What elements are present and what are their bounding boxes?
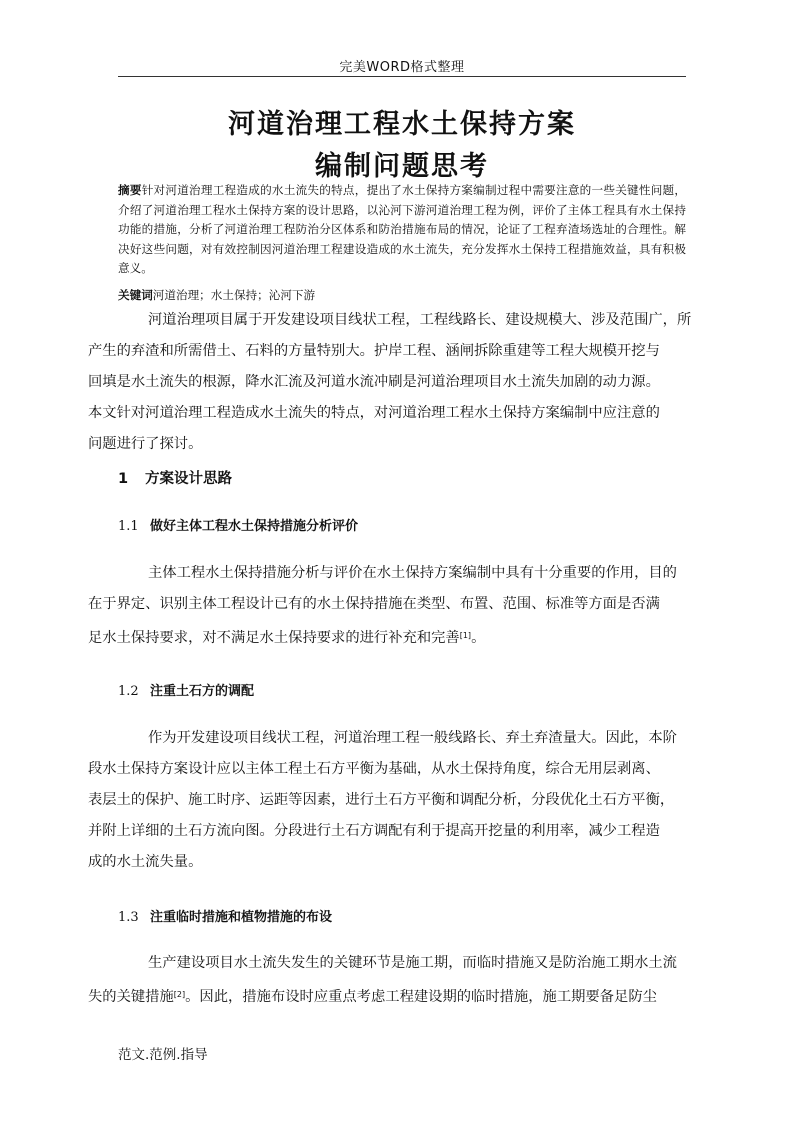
page-footer: 范文.范例.指导 <box>118 1047 208 1063</box>
keywords <box>118 287 686 303</box>
header-divider <box>118 76 686 77</box>
paragraph-1-3 <box>88 948 686 1013</box>
section-title: 方案设计思路 <box>145 471 232 487</box>
abstract-label: 摘要 <box>118 183 142 197</box>
subsection-title: 注重土石方的调配 <box>150 684 255 699</box>
subsection-number: 1.3 <box>118 910 139 925</box>
paragraph-line: 表层土的保护、施工时序、运距等因素，进行土石方平衡和调配分析，分段优化土石方平衡， <box>88 792 675 808</box>
paragraph-line <box>88 979 686 1013</box>
paragraph-line: 作为开发建设项目线状工程，河道治理工程一般线路长、弃土弃渣量大。因此，本阶 <box>148 730 677 746</box>
subsection-title: 注重临时措施和植物措施的布设 <box>150 910 333 925</box>
intro-paragraph <box>88 305 692 460</box>
paragraph-line: 在于界定、识别主体工程设计已有的水土保持措施在类型、布置、范围、标准等方面是否满 <box>88 596 660 612</box>
subsection-number: 1.2 <box>118 684 139 699</box>
citation-ref: [1] <box>459 631 472 640</box>
paragraph-line: 问题进行了探讨。 <box>88 436 203 452</box>
paragraph-text: 失的关键措施 <box>88 989 174 1005</box>
paragraph-1-2 <box>88 723 686 878</box>
abstract <box>118 181 686 279</box>
paragraph-line: 并附上详细的土石方流向图。分段进行土石方调配有利于提高开挖量的利用率，减少工程造 <box>88 823 660 839</box>
section-number: 1 <box>118 471 129 487</box>
abstract-text: 针对河道治理工程造成的水土流失的特点，提出了水土保持方案编制过程中需要注意的一些关键性问题，介绍了河道治理工程水土保持方案的设计思路，以沁河下游河道治理工程为例，评价了主体工程具有水土保持功能的措施，分析了河道治理工程防治分区体系和防治措施布局的情况，论证了工程弃渣场选址的合理性。解决好这些问题，对有效控制因河道治理工程建设造成的水土流失，充分发挥水土保持工程措施效益，具有积极意义。 <box>118 183 686 276</box>
subsection-heading-1-2 <box>118 680 254 699</box>
paragraph-text: 足水土保持要求，对不满足水土保持要求的进行补充和完善 <box>88 630 460 646</box>
paragraph-line: 产生的弃渣和所需借土、石料的方量特别大。护岸工程、涵闸拆除重建等工程大规模开挖与 <box>88 343 660 359</box>
document-title-line-2: 编制问题思考 <box>315 151 489 182</box>
paragraph-line: 段水土保持方案设计应以主体工程土石方平衡为基础，从水土保持角度，综合无用层剥离、 <box>88 761 660 777</box>
paragraph-line: 主体工程水土保持措施分析与评价在水土保持方案编制中具有十分重要的作用，目的 <box>148 565 677 581</box>
keywords-label: 关键词 <box>118 288 153 302</box>
paragraph-text: 。因此，措施布设时应重点考虑工程建设期的临时措施，施工期要备足防尘 <box>185 989 657 1005</box>
paragraph-line: 生产建设项目水土流失发生的关键环节是施工期，而临时措施又是防治施工期水土流 <box>148 955 677 971</box>
paragraph-line: 成的水土流失量。 <box>88 854 203 870</box>
subsection-heading-1-1 <box>118 515 358 534</box>
subsection-heading-1-3 <box>118 906 332 925</box>
paragraph-line: 回填是水土流失的根源，降水汇流及河道水流冲刷是河道治理项目水土流失加剧的动力源。 <box>88 374 660 390</box>
paragraph-1-1 <box>88 558 686 654</box>
subsection-number: 1.1 <box>118 519 139 534</box>
section-heading-1 <box>118 467 232 488</box>
paragraph-line: 本文针对河道治理工程造成水土流失的特点，对河道治理工程水土保持方案编制中应注意的 <box>88 405 660 421</box>
paragraph-line: 河道治理项目属于开发建设项目线状工程，工程线路长、建设规模大、涉及范围广，所 <box>148 312 692 328</box>
paragraph-text: 。 <box>471 630 486 646</box>
subsection-title: 做好主体工程水土保持措施分析评价 <box>150 519 359 534</box>
document-title-line-1: 河道治理工程水土保持方案 <box>228 109 576 140</box>
paragraph-line <box>88 620 686 654</box>
keywords-text: 河道治理；水土保持；沁河下游 <box>152 288 316 302</box>
page-header: 完美WORD格式整理 <box>339 60 465 75</box>
citation-ref: [2] <box>173 990 186 999</box>
